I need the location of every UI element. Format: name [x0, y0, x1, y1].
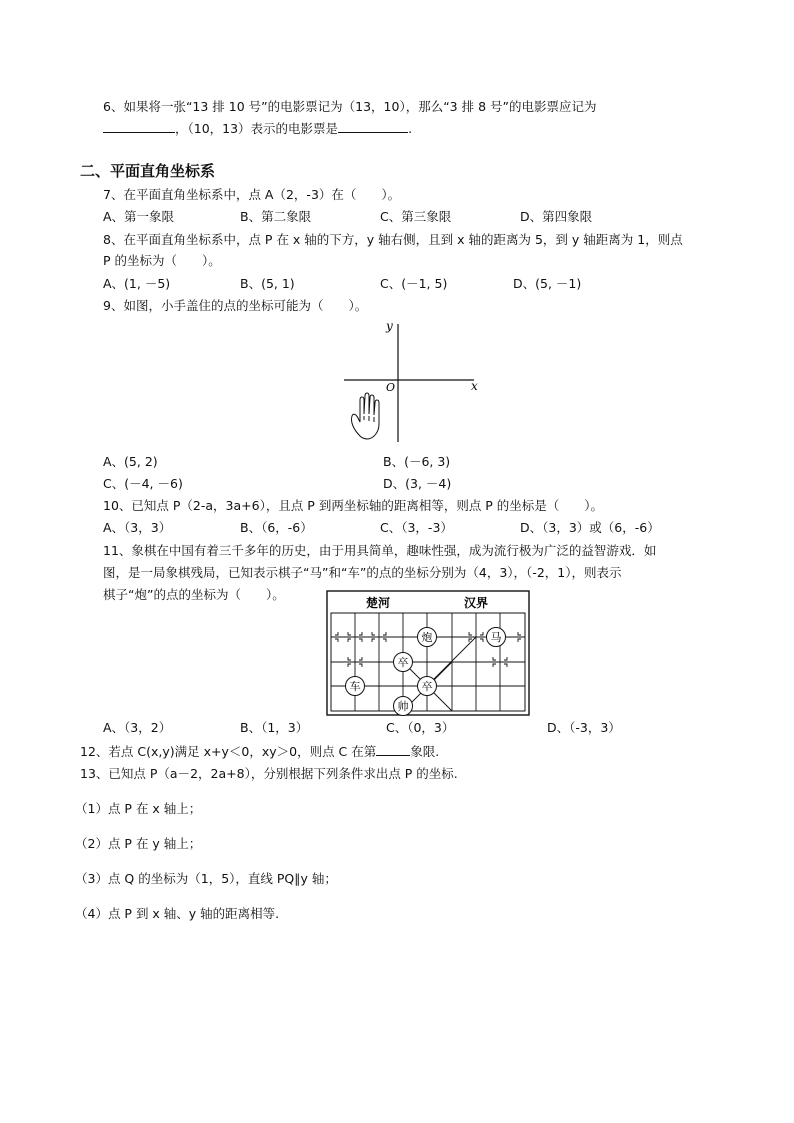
chess-piece-pao	[418, 628, 437, 647]
answer-blank[interactable]	[376, 743, 410, 756]
q8-line1: 8、在平面直角坐标系中，点 P 在 x 轴的下方，y 轴右侧，且到 x 轴的距离为 5，到 y 轴距离为 1，则点	[103, 232, 683, 247]
q9-coordinate-figure	[340, 318, 490, 448]
board-label-chuhe: 楚河	[366, 596, 391, 610]
q9-stem: 9、如图，小手盖住的点的坐标可能为（ ）。	[103, 298, 368, 313]
answer-blank[interactable]	[103, 120, 175, 133]
q7-stem: 7、在平面直角坐标系中，点 A（2，-3）在（ ）。	[103, 187, 401, 202]
q8-line2: P 的坐标为（ ）。	[103, 253, 221, 268]
svg-text:卒: 卒	[421, 680, 433, 693]
chess-piece-che	[346, 677, 365, 696]
q6-line2	[103, 120, 412, 138]
answer-blank[interactable]	[338, 120, 408, 133]
chess-piece-shuai	[394, 697, 413, 716]
q9-option-c[interactable]: C、(－4, －6)	[103, 476, 183, 491]
q7-option-d[interactable]: D、第四象限	[520, 209, 593, 224]
q11-line2: 图，是一局象棋残局，已知表示棋子“马”和“车”的点的坐标分别为（4，3），（-2，1），则表示	[103, 565, 622, 580]
chess-piece-zu-1	[394, 653, 413, 672]
q13-stem: 13、已知点 P（a－2，2a+8），分别根据下列条件求出点 P 的坐标.	[80, 766, 458, 781]
q12-line	[80, 743, 439, 761]
q8-option-d[interactable]: D、(5, －1)	[513, 276, 582, 291]
q8-option-b[interactable]: B、(5, 1)	[240, 276, 295, 291]
q13-part-4: （4）点 P 到 x 轴、y 轴的距离相等.	[75, 906, 280, 921]
q12-text-end: 象限.	[410, 744, 440, 759]
q6-line1: 6、如果将一张“13 排 10 号”的电影票记为（13，10），那么“3 排 8 号”的电影票应记为	[103, 99, 597, 114]
q10-option-a[interactable]: A、（3，3）	[103, 520, 172, 535]
q11-option-c[interactable]: C、（0，3）	[386, 720, 455, 735]
q11-option-b[interactable]: B、（1，3）	[240, 720, 309, 735]
q11-option-d[interactable]: D、（-3，3）	[547, 720, 621, 735]
q7-option-b[interactable]: B、第二象限	[240, 209, 312, 224]
q10-stem: 10、已知点 P（2-a，3a+6），且点 P 到两坐标轴的距离相等，则点 P 的坐标是（ ）。	[103, 498, 604, 513]
q7-option-c[interactable]: C、第三象限	[380, 209, 452, 224]
chess-piece-zu-2	[418, 677, 437, 696]
hand-icon	[351, 393, 379, 439]
q11-line1: 11、象棋在中国有着三千多年的历史，由于用具简单，趣味性强，成为流行极为广泛的益智游戏．如	[103, 543, 657, 558]
q12-text: 12、若点 C(x,y)满足 x+y＜0，xy＞0，则点 C 在第	[80, 744, 377, 759]
q8-option-a[interactable]: A、(1, －5)	[103, 276, 171, 291]
section-title: 二、平面直角坐标系	[80, 162, 216, 180]
svg-text:卒: 卒	[397, 656, 409, 669]
q10-option-d[interactable]: D、（3，3）或（6，-6）	[520, 520, 660, 535]
svg-text:车: 车	[349, 680, 361, 693]
q6-period: .	[408, 121, 413, 136]
q6-line2-text: ，（10，13）表示的电影票是	[175, 121, 339, 136]
origin-label: O	[386, 381, 396, 394]
q10-option-b[interactable]: B、（6，-6）	[240, 520, 313, 535]
q8-option-c[interactable]: C、(－1, 5)	[380, 276, 448, 291]
q9-option-b[interactable]: B、(－6, 3)	[383, 454, 451, 469]
chess-board-figure	[326, 590, 530, 718]
q13-part-2: （2）点 P 在 y 轴上；	[75, 836, 202, 851]
svg-text:炮: 炮	[421, 631, 433, 644]
y-axis-label: y	[386, 319, 393, 333]
svg-text:马: 马	[490, 631, 502, 644]
q11-line3: 棋子“炮”的点的坐标为（ ）。	[103, 587, 285, 602]
q9-option-a[interactable]: A、(5, 2)	[103, 454, 158, 469]
q13-part-3: （3）点 Q 的坐标为（1，5），直线 PQ∥y 轴；	[75, 871, 337, 886]
board-label-hanjie: 汉界	[464, 596, 489, 610]
q9-option-d[interactable]: D、(3, －4)	[383, 476, 452, 491]
x-axis-label: x	[471, 379, 478, 393]
q7-option-a[interactable]: A、第一象限	[103, 209, 175, 224]
chess-piece-ma	[487, 628, 506, 647]
svg-text:帅: 帅	[397, 700, 409, 713]
q13-part-1: （1）点 P 在 x 轴上；	[75, 801, 202, 816]
q11-option-a[interactable]: A、（3，2）	[103, 720, 172, 735]
q10-option-c[interactable]: C、（3，-3）	[380, 520, 453, 535]
